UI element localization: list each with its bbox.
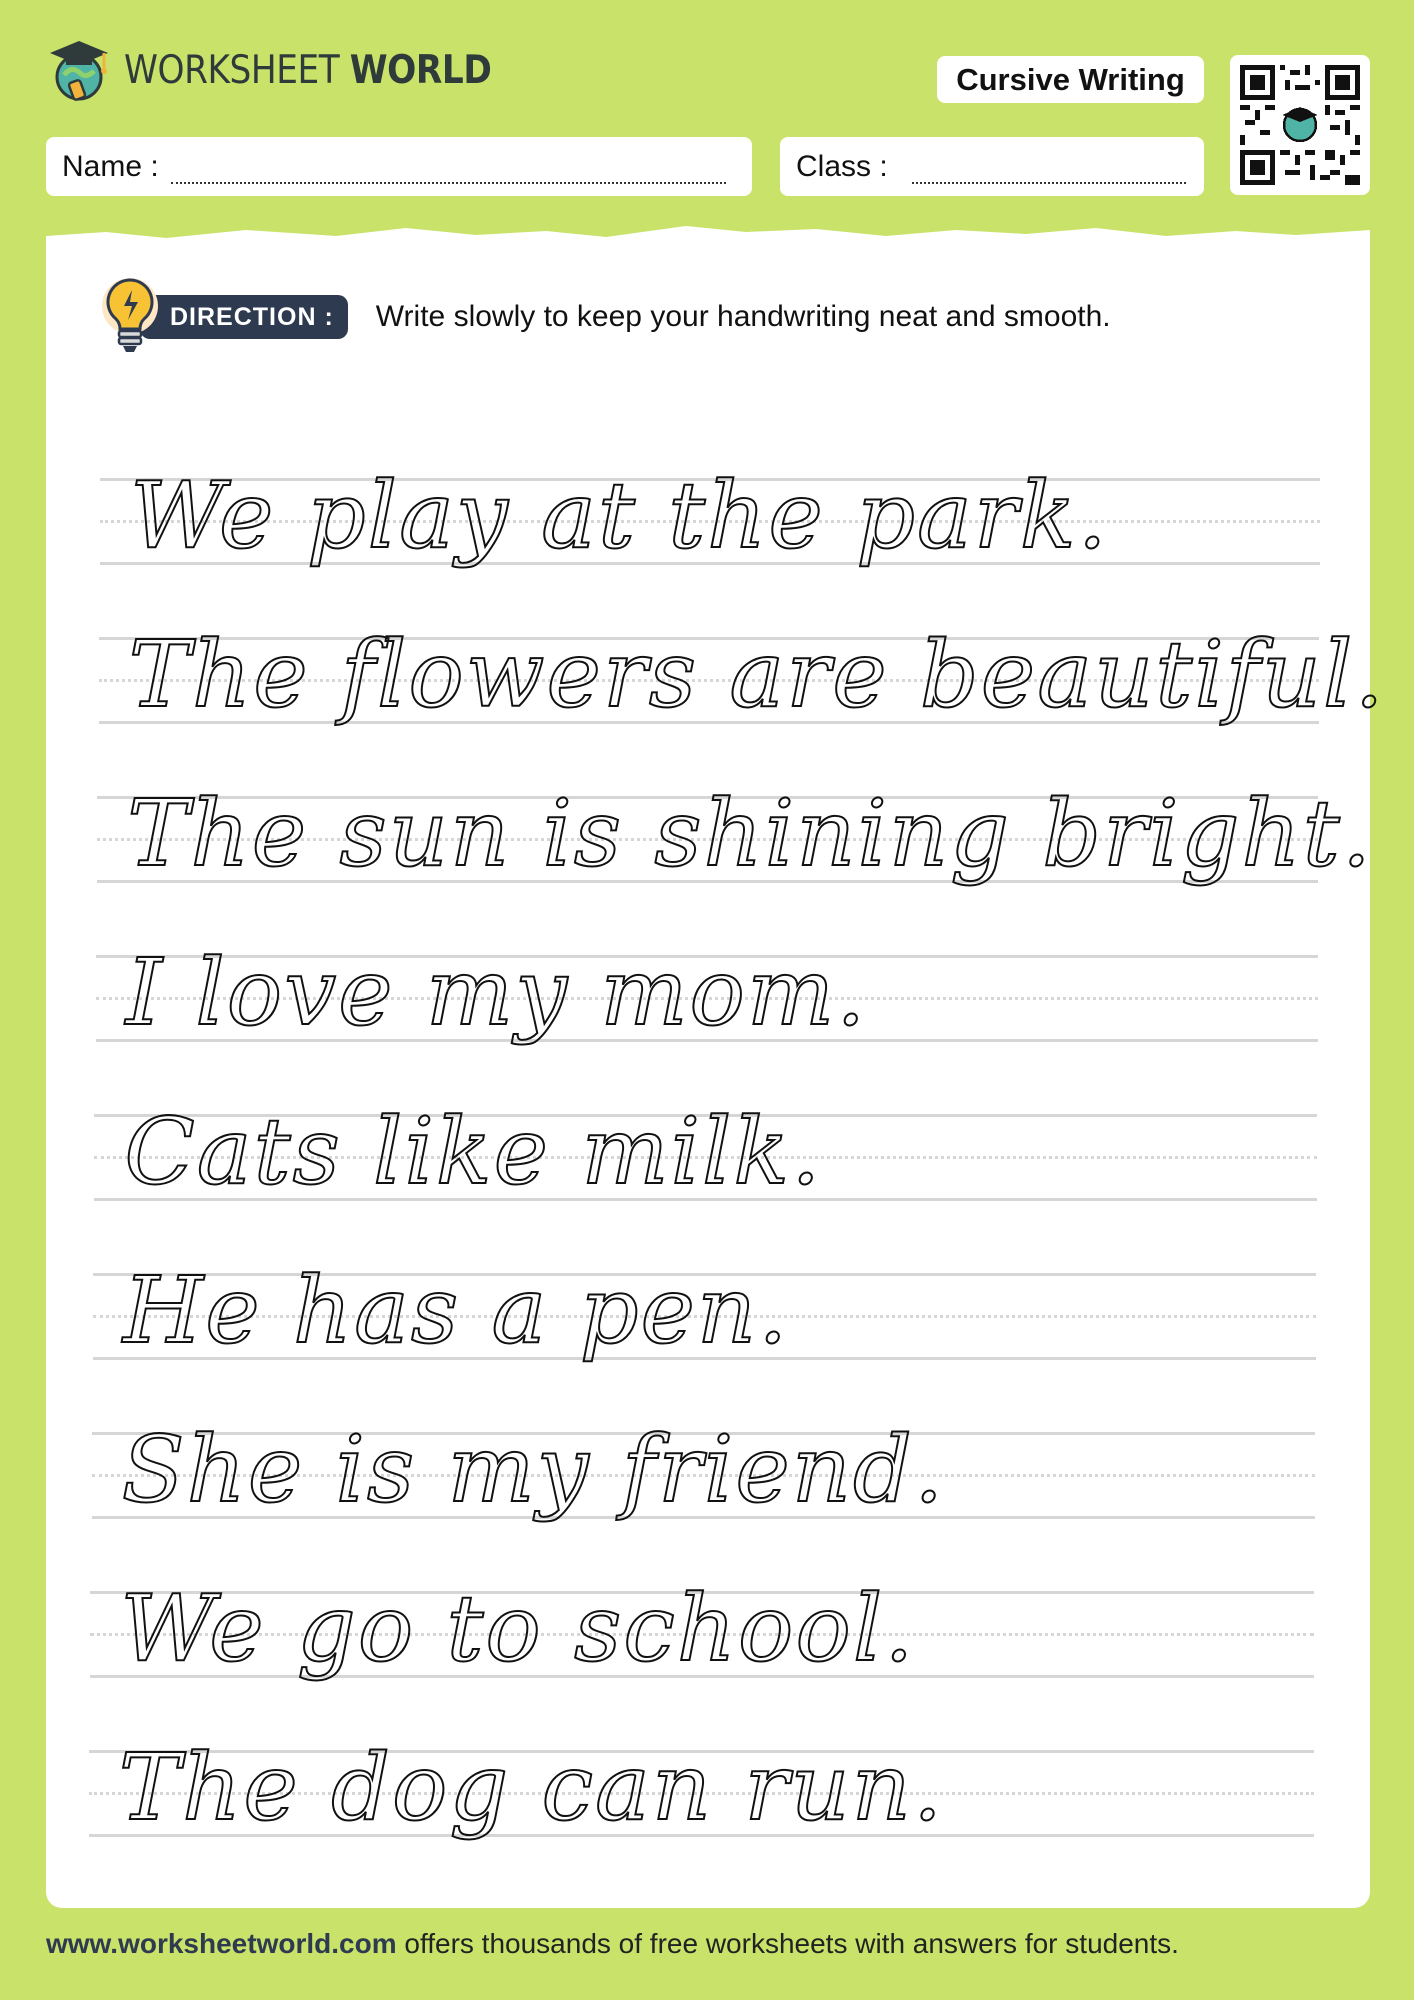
direction-text: Write slowly to keep your handwriting neat and smooth. <box>375 300 1111 333</box>
tracing-sentence: We go to school. <box>120 1575 916 1682</box>
tracing-row[interactable] <box>93 1257 1316 1383</box>
subject-badge: Cursive Writing <box>937 56 1204 103</box>
tracing-row[interactable] <box>99 621 1386 747</box>
brand-name-bold: WORLD <box>349 47 492 93</box>
graduation-cap-globe-icon <box>46 35 112 105</box>
class-label: Class : <box>796 149 888 183</box>
tracing-row[interactable] <box>96 939 1318 1065</box>
footer-site-link[interactable]: www.worksheetworld.com <box>46 1928 397 1959</box>
name-write-line[interactable] <box>171 150 726 184</box>
footer-text: offers thousands of free worksheets with answers for students. <box>396 1928 1179 1959</box>
tracing-row[interactable] <box>89 1734 1314 1860</box>
tracing-sentence: The flowers are beautiful. <box>128 621 1386 728</box>
tracing-row[interactable] <box>92 1416 1316 1542</box>
direction-label: DIRECTION : <box>140 295 348 339</box>
tracing-row[interactable] <box>90 1575 1314 1701</box>
brand <box>46 32 541 108</box>
brand-name-light: WORKSHEET <box>124 47 340 93</box>
tracing-row[interactable] <box>100 462 1320 588</box>
footer <box>46 1928 1370 1960</box>
brand-name <box>124 48 491 93</box>
name-label: Name : <box>62 149 159 183</box>
tracing-sentence: I love my mom. <box>125 939 868 1046</box>
direction-bar <box>100 274 1111 360</box>
class-field[interactable] <box>780 137 1204 196</box>
tracing-sentence: Cats like milk. <box>124 1098 823 1205</box>
class-write-line[interactable] <box>912 150 1186 184</box>
tracing-sentence: The dog can run. <box>118 1734 945 1841</box>
lightbulb-icon <box>100 274 160 360</box>
qr-code <box>1230 55 1370 195</box>
qr-code-icon <box>1240 65 1360 185</box>
tracing-row[interactable] <box>94 1098 1316 1224</box>
tracing-sentence: She is my friend. <box>121 1416 946 1523</box>
tracing-row[interactable] <box>97 780 1373 906</box>
tracing-sentence: The sun is shining bright. <box>127 780 1373 887</box>
tracing-sentence: He has a pen. <box>123 1257 790 1364</box>
tracing-sentence: We play at the park. <box>130 462 1109 569</box>
name-field[interactable] <box>46 137 752 196</box>
